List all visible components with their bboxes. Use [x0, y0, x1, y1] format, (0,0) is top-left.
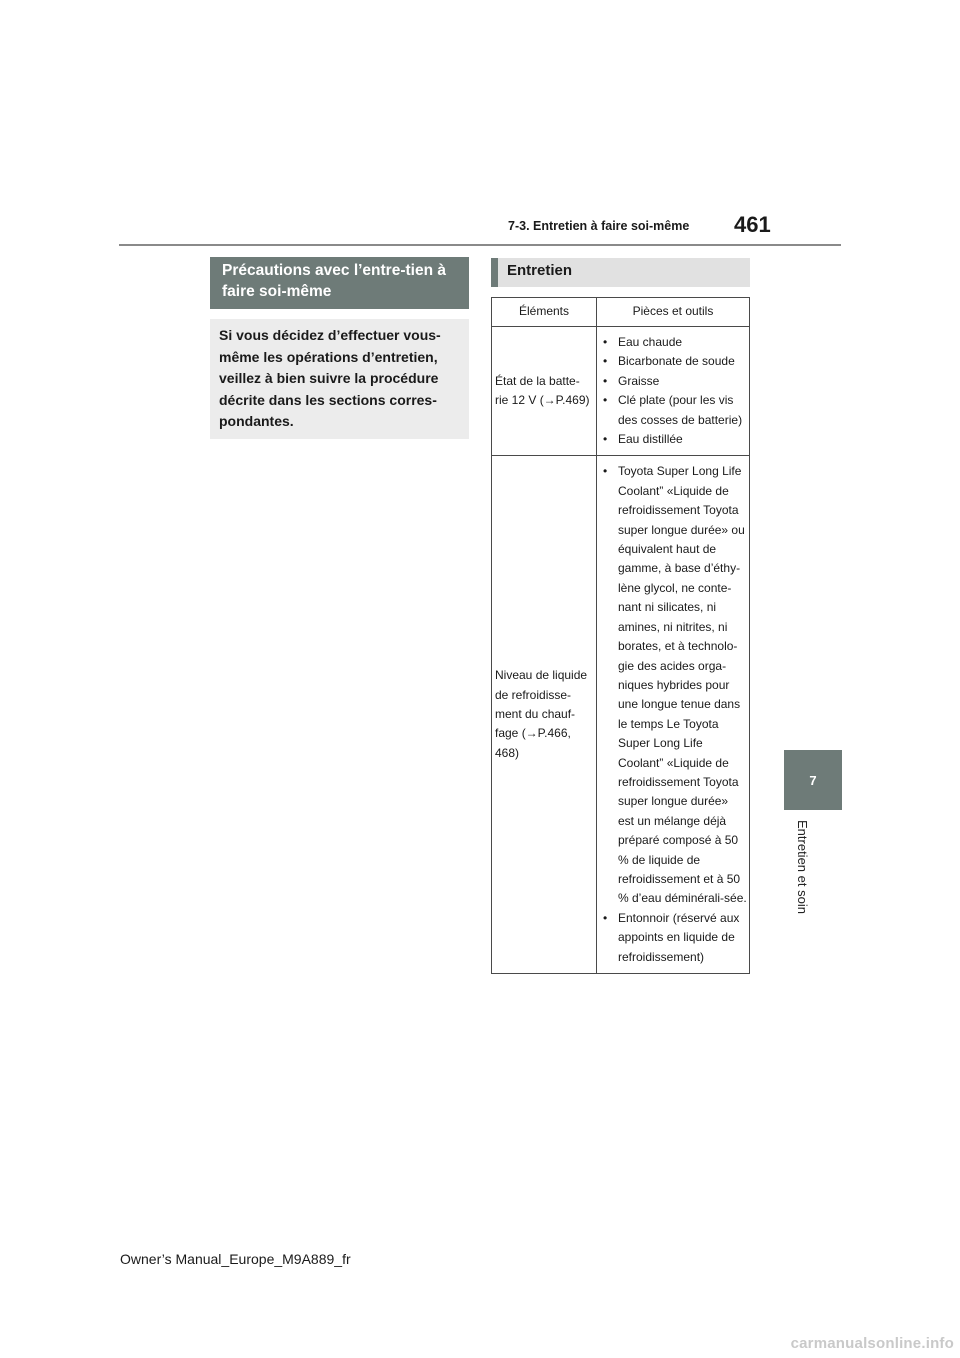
row-parts-coolant [597, 456, 750, 974]
table-row [492, 456, 750, 974]
list-item: • Graisse [601, 372, 747, 391]
row-item-coolant: Niveau de liquide de refroidisse-ment du chauf-fage (→P.466, 468) [492, 456, 597, 974]
list-item: • Eau distillée [601, 430, 747, 449]
list-item: • Eau chaude [601, 333, 747, 352]
page-number: 461 [734, 212, 771, 237]
chapter-tab[interactable] [784, 750, 842, 810]
list-item: • Bicarbonate de soude [601, 352, 747, 371]
chapter-title: Entretien et soin [795, 820, 810, 914]
table-header-row [492, 298, 750, 327]
header-divider [119, 244, 841, 246]
maintenance-table [491, 297, 750, 974]
list-item: • Entonnoir (réservé aux appoints en liquide de refroidissement) [601, 909, 747, 967]
maintenance-heading: Entretien [491, 258, 750, 287]
precautions-heading: Précautions avec l’entre-tien à faire soi-même [210, 257, 469, 309]
row-parts-battery [597, 327, 750, 456]
list-item: • Clé plate (pour les vis des cosses de batterie) [601, 391, 747, 430]
footer-manual-id: Owner’s Manual_Europe_M9A889_fr [120, 1251, 351, 1267]
watermark-link[interactable]: carmanualsonline.info [790, 1335, 954, 1352]
table-row [492, 327, 750, 456]
row-item-battery: État de la batte-rie 12 V (→P.469) [492, 327, 597, 456]
column-header-parts: Pièces et outils [597, 298, 750, 327]
column-header-elements: Éléments [492, 298, 597, 327]
section-title: 7-3. Entretien à faire soi-même [508, 219, 690, 233]
list-item: • Toyota Super Long Life Coolant” «Liquide de refroidissement Toyota super longue durée» ou équivalent haut de gamme, à base d’éthy-lène glycol, ne conte-nant ni silicates, ni amines, ni nitrites, ni borates, et à technolo-gie des acides orga-niques hybrides pour une longue tenue dans le temps Le Toyota Super Long Life Coolant” «Liquide de refroidissement Toyota super longue durée» est un mélange déjà préparé composé à 50 % de liquide de refroidissement et à 50 % d’eau déminérali-sée. [601, 462, 747, 908]
chapter-number: 7 [809, 772, 817, 788]
precautions-body: Si vous décidez d’effectuer vous-même les opérations d’entretien, veillez à bien suivre la procédure décrite dans les sections corres-pondantes. [210, 319, 469, 439]
